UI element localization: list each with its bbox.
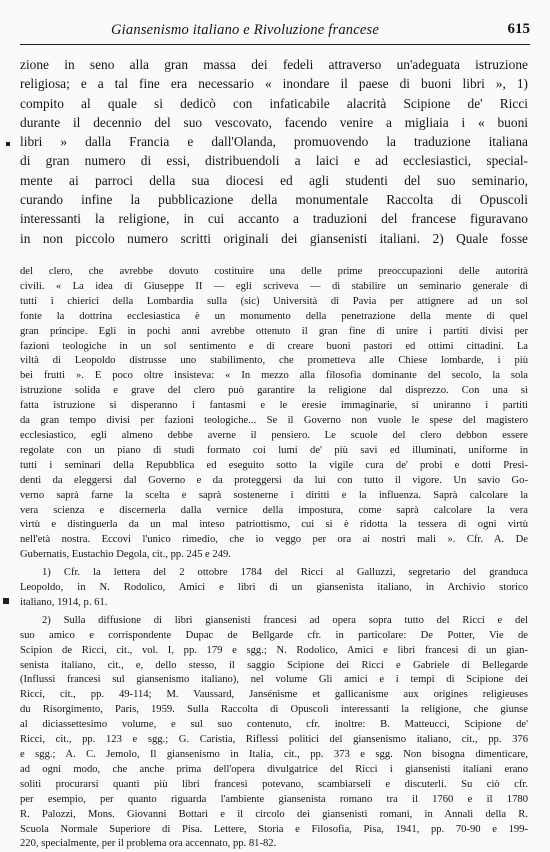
body-line: zione in seno alla gran massa dei fedeli attraverso un'adeguata istruzione [20,57,528,72]
footnote-line: 2) Sulla diffusione di libri giansenisti francesi ad opera sopra tutto del Ricci e del [42,614,528,626]
footnotes [20,265,528,852]
footnote-line: ad ogni modo, che anche prima dell'opera divulgatrice del Ricci i giansenisti italiani erano [20,763,528,775]
footnote-line: Ricci, cit., pp. 49-114; M. Vaussard, Jansénisme et gallicanisme aux origines religieuses [20,689,528,701]
running-title: Giansenismo italiano e Rivoluzione francese [111,22,379,38]
footnote-line: fatta istruzione si disperanno i fantasmi e le eresie immaginarie, si uniranno i partiti [20,400,528,412]
footnote-line: Scipion de Ricci, cit., vol. I, pp. 179 e sgg.; N. Rodolico, Amici e libri francesi di un gian- [20,644,528,656]
footnote-line: del clero, che avrebbe dovuto costituire una delle prime preoccupazioni delle autorità [20,266,528,277]
body-line: durante il decennio del suo vescovato, facendo venire a migliaia i « buoni [20,114,528,130]
footnote-line: du Risorgimento, Paris, 1959. Sulla Raccolta di Opuscoli interessanti la religione, che giunse [20,704,528,716]
body-line: libri » dalla Francia e dall'Olanda, promuovendo la traduzione italiana [20,134,528,150]
footnote-line: per esempio, per quanto riguarda l'ambiente giansenista romano tra il 1760 e il 1780 [20,793,528,805]
page-number: 615 [507,21,530,37]
body-line: di gran numero di essi, distribuendoli a laici e ad ecclesiastici, special- [20,153,528,169]
footnote-line: R. Palozzi, Mons. Giovanni Bottari e il circolo dei giansenisti romani, in Annali della R. [20,808,528,820]
footnote-line: ecclesiastico, egli almeno debbe averne il pensiero. Le scuole del clero debbon essere [20,429,528,441]
footnote-line: soliti procurarsi quanti più libri francesi potevano, scambiarseli e discuterli. Su ciò cfr. [20,778,528,790]
body-line: religiosa; e a tal fine era necessario « inondare il paese di buoni libri », 1) [20,76,528,92]
footnote-line: suo amico e corrispondente Dupac de Bellgarde cfr. in particolare: De Potter, Vie de [20,629,528,641]
footnote-line: (Influssi francesi sul giansenismo italiano), nel volume Gli amici e i tempi di Scipione dei [20,674,528,686]
body-line: compito al quale si dedicò con infaticabile alacrità Scipione de' Ricci [20,95,528,111]
footnote-line: civili. « La idea di Giuseppe II — egli scriveva — di stabilire un seminario generale di [20,280,528,292]
footnote-line: tutti i chierici della Lombardia sulla (sic) Università di Pavia per attignere ad un sol [20,295,528,307]
footnote-line: italiano, 1914, p. 61. [20,596,108,608]
footnote-line: viltà di Leopoldo distrusse uno stabilimento, che prometteva alle Chiese lombarde, i più [20,355,528,367]
footnote-1 [20,566,528,611]
footnote-line: regolate con un piano di studi formato coi lumi de' più savi ed illuminati, uniforme in [20,444,528,456]
footnote-line: verno saprà farne la scelta e saprà sostenerne i diritti e la influenza. Saprà calcolare la [20,489,528,501]
footnote-line: bei frutti ». E poco oltre insisteva: « In mezzo alla filosofia dominante del secolo, la sola [20,370,528,382]
footnote-line: senista italiano, cit., e, dello stesso, il saggio Scipione dei Ricci e Gabriele di Bellegarde [20,659,528,671]
margin-mark [3,598,9,604]
footnote-line: Scuola Normale Superiore di Pisa. Lettere, Storia e Filosofia, Pisa, 1941, pp. 70-90 e 199- [20,823,528,835]
body-line: in non piccolo numero scritti originali dei giansenisti italiani. 2) Quale fosse [20,230,528,246]
footnote-line: virtù e distinguerla da un mal inteso patriottismo, cui si è ridotta la tessera di ogni virtù [20,519,528,531]
footnote-line: gran principe. Egli in pochi anni avrebbe ottenuto il gran fine di unire i partiti divisi per [20,325,528,337]
footnote-line: Gubernatis, Eustachio Degola, cit., pp. 245 e 249. [20,549,231,561]
footnote-line: tutti i seminari della Repubblica ed eseguito sotto la vigile cura de' probi e dotti Presi- [20,459,528,471]
footnote-line: Ricci, cit., pp. 123 e sgg.; G. Caristia, Riflessi politici del giansenismo italiano, cit., pp. 376 [20,734,528,746]
footnote-line: denti da eleggersi dal Governo e da proteggersi da lui con tutto il vigore. Un savio Go- [20,474,528,486]
footnote-continuation [20,265,528,563]
footnote-line: da gran tempo divisi per fazioni teologiche... Se il Governo non vuole le spese del magistero [20,415,528,427]
footnote-line: nell'età nostra. Eccovi l'unico rimedio, che io veggo per ora ai nostri mali ». Cfr. A. De [20,534,528,546]
footnote-line: al diciassettesimo volume, e sul suo contenuto, cfr. inoltre: B. Matteucci, Scipione de' [20,719,528,731]
page-header [20,20,530,45]
footnote-line: 220, specialmente, per il problema ora accennato, pp. 81-82. [20,838,277,850]
footnote-line: istruzione solida e grave del clero può garantire la religione dal disprezzo. Con una sì [20,385,528,397]
footnote-line: fonte la dottrina ecclesiastica è un monumento della penetrazione della mente di quel [20,310,528,322]
footnote-line: 1) Cfr. la lettera del 2 ottobre 1784 del Ricci al Galluzzi, segretario del granduca [42,567,528,579]
footnote-line: e sgg.; A. C. Jemolo, Il giansenismo in Italia, cit., pp. 373 e sgg. Non bisogna dimenticare, [20,749,528,760]
footnote-2 [20,614,528,852]
body-line: curando infine la pubblicazione della monumentale Raccolta di Opuscoli [20,192,528,208]
footnote-line: fazioni teologiche in un sol sentimento e di creare buoni pastori ed ottimi cittadini. La [20,340,528,352]
margin-mark [6,142,10,146]
footnote-line: vera scienza e discernerla dalla vernice della impostura, come saprà calcolare la vera [20,504,528,516]
body-line: interessanti la religione, in cui accanto a traduzioni del francese figuravano [20,211,528,227]
main-text [20,55,528,248]
footnote-line: Leopoldo, in N. Rodolico, Amici e libri di un giansenista italiano, in Archivio storico [20,582,528,594]
body-line: mente ai parroci della sua diocesi ed agli studenti del suo seminario, [20,172,528,188]
